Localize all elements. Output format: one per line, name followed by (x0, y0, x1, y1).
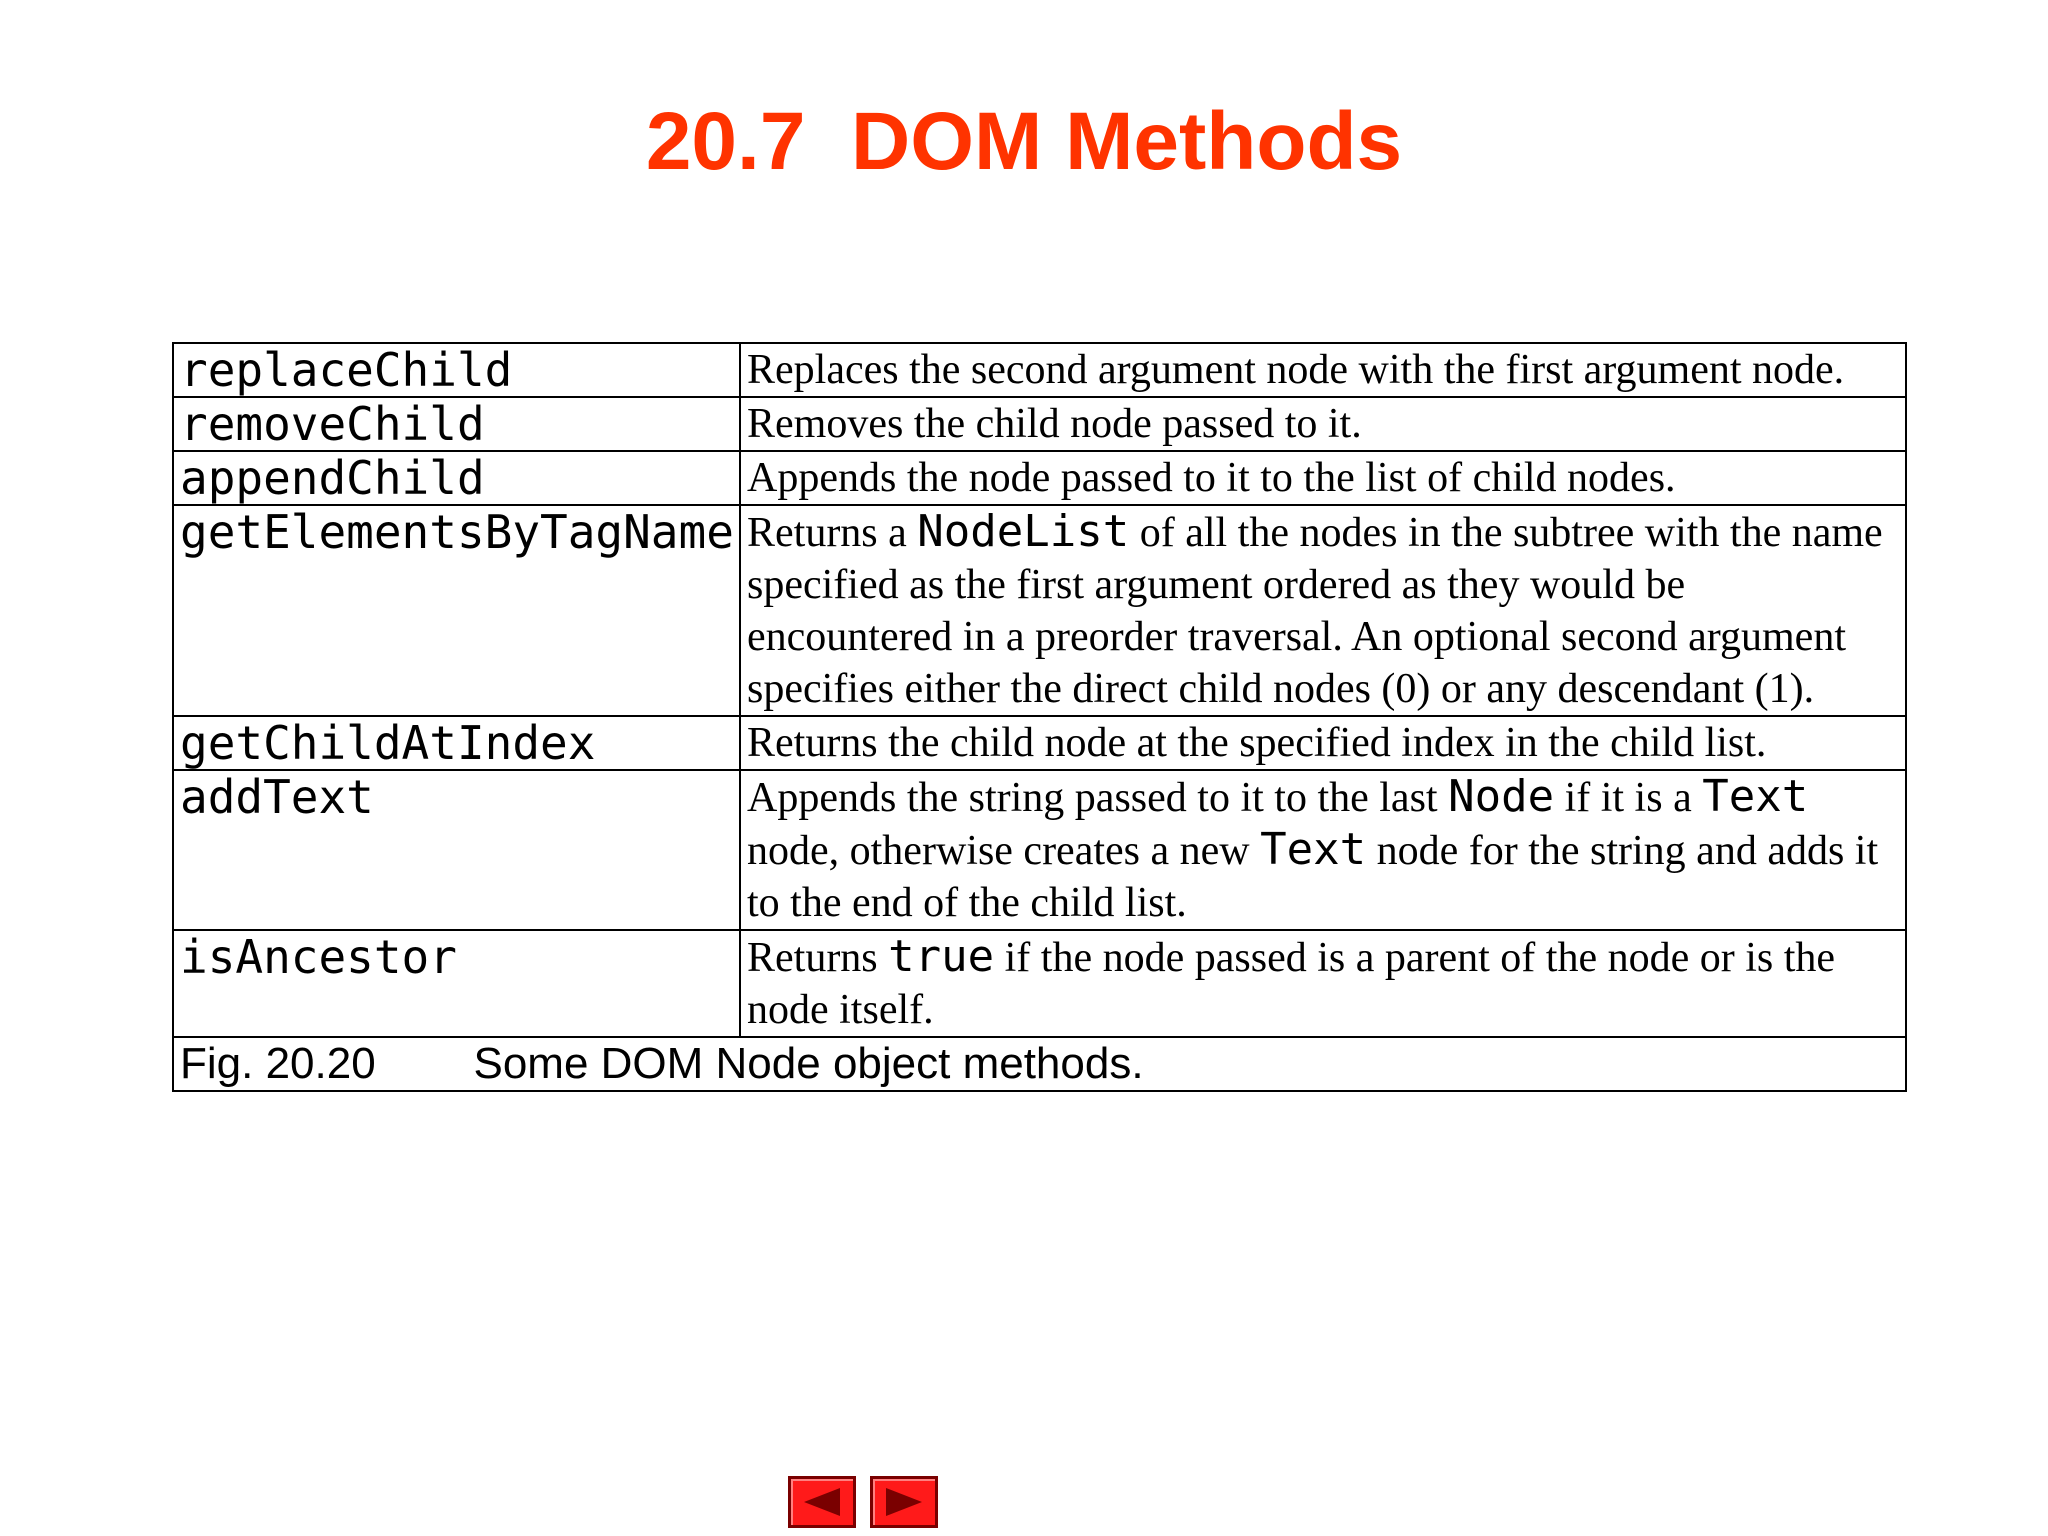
methods-table-body (173, 343, 1906, 1037)
method-description-cell (740, 930, 1906, 1037)
method-name-cell: getElementsByTagName (173, 505, 740, 716)
description-text: Appends the node passed to it to the list of child nodes. (747, 455, 1676, 501)
inline-code: Text (1260, 824, 1367, 875)
method-description-cell (740, 770, 1906, 930)
description-text: node for the string and adds it to the end of the child list. (747, 828, 1879, 926)
caption-text-code: Node (715, 1039, 821, 1088)
method-row (173, 505, 1906, 716)
right-arrow-icon (884, 1487, 924, 1517)
slide-navigation (788, 1476, 938, 1528)
inline-code: Node (1448, 771, 1555, 822)
method-description-cell (740, 451, 1906, 505)
description-text: if the node passed is a parent of the node or is the node itself. (747, 935, 1836, 1033)
previous-slide-button[interactable] (788, 1476, 856, 1528)
inline-code: NodeList (917, 506, 1130, 557)
method-row (173, 716, 1906, 770)
description-text: of all the nodes in the subtree with the name specified as the first argument ordered as they would be encountered in a preorder traversal. An optional second argument specifies either the direct child nodes (0) or any descendant (1). (747, 510, 1883, 712)
next-slide-button[interactable] (870, 1476, 938, 1528)
description-text: Returns a (747, 510, 918, 556)
caption-row (173, 1037, 1906, 1091)
method-description-cell (740, 716, 1906, 770)
description-text: if it is a (1554, 775, 1703, 821)
method-name-cell: getChildAtIndex (173, 716, 740, 770)
method-name-cell: replaceChild (173, 343, 740, 397)
method-row (173, 397, 1906, 451)
caption-text-pre: Some DOM (473, 1039, 716, 1088)
description-text: Returns the child node at the specified index in the child list. (747, 720, 1767, 766)
left-arrow-icon (802, 1487, 842, 1517)
description-text: node, otherwise creates a new (747, 828, 1261, 874)
description-text: Replaces the second argument node with the first argument node. (747, 347, 1845, 393)
inline-code: Text (1702, 771, 1809, 822)
description-text: Appends the string passed to it to the last (747, 775, 1449, 821)
method-row (173, 343, 1906, 397)
method-row (173, 930, 1906, 1037)
caption-fig-number: Fig. 20.20 (180, 1039, 376, 1088)
method-description-cell (740, 343, 1906, 397)
method-name-cell: removeChild (173, 397, 740, 451)
methods-table (172, 342, 1907, 1092)
method-row (173, 770, 1906, 930)
slide-title: 20.7 DOM Methods (645, 96, 1403, 187)
inline-code: true (888, 931, 995, 982)
method-name-cell: isAncestor (173, 930, 740, 1037)
method-description-cell (740, 397, 1906, 451)
method-row (173, 451, 1906, 505)
caption-text-post: object methods. (820, 1039, 1144, 1088)
method-description-cell (740, 505, 1906, 716)
description-text: Removes the child node passed to it. (747, 401, 1362, 447)
method-name-cell: appendChild (173, 451, 740, 505)
description-text: Returns (747, 935, 889, 981)
method-name-cell: addText (173, 770, 740, 930)
figure-caption (173, 1037, 1906, 1091)
